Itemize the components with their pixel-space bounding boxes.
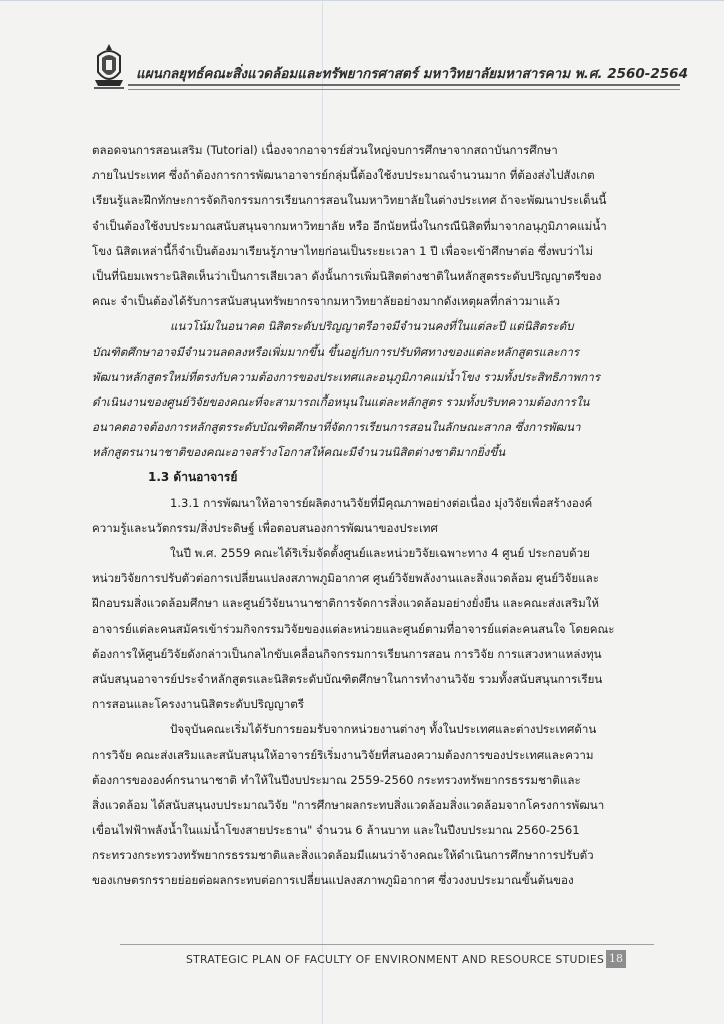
page-number: 18 [606, 950, 626, 968]
body-text-line: ต้องการให้ศูนย์วิจัยดังกล่าวเป็นกลไกขับเคลื่อนกิจกรรมการเรียนการสอน การวิจัย การแสวงหาแหล่งทุน [92, 646, 602, 661]
body-text-line: กระทรวงกระทรวงทรัพยากรธรรมชาติและสิ่งแวดล้อมมีแผนว่าจ้างคณะให้ดำเนินการศึกษาการปรับตัว [92, 848, 594, 863]
header-rule-thin [128, 89, 680, 90]
body-text-line: ภายในประเทศ ซึ่งถ้าต้องการการพัฒนาอาจารย์กลุ่มนี้ต้องใช้งบประมาณจำนวนมาก ที่ต้องส่งไปสังเกต [92, 168, 595, 183]
body-text-line: ปัจจุบันคณะเริ่มได้รับการยอมรับจากหน่วยงานต่างๆ ทั้งในประเทศและต่างประเทศด้าน [170, 722, 597, 737]
header-rule [128, 84, 680, 86]
university-seal-icon [90, 42, 128, 90]
body-text-line: ของเกษตรกรรายย่อยต่อผลกระทบต่อการเปลี่ยนแปลงสภาพภูมิอากาศ ซึ่งวงงบประมาณขั้นต้นของ [92, 873, 574, 888]
body-text-line: ฝึกอบรมสิ่งแวดล้อมศึกษา และศูนย์วิจัยนานาชาติการจัดการสิ่งแวดล้อมอย่างยั่งยืน และคณะส่งเสริมให้ [92, 596, 600, 611]
footer-text: STRATEGIC PLAN OF FACULTY OF ENVIRONMENT AND RESOURCE STUDIES [186, 953, 605, 966]
footer-rule [120, 944, 654, 945]
body-text-line: เขื่อนไฟฟ้าพลังน้ำในแม่น้ำโขงสายประธาน" จำนวน 6 ล้านบาท และในปีงบประมาณ 2560-2561 [92, 823, 580, 838]
body-text-line: บัณฑิตศึกษาอาจมีจำนวนลดลงหรือเพิ่มมากขึ้น ขึ้นอยู่กับการปรับทิศทางของแต่ละหลักสูตรและการ [92, 344, 580, 359]
body-text-line: ตลอดจนการสอนเสริม (Tutorial) เนื่องจากอาจารย์ส่วนใหญ่จบการศึกษาจากสถาบันการศึกษา [92, 143, 558, 157]
body-text-line: การสอนและโครงงานนิสิตระดับปริญญาตรี [92, 697, 304, 712]
body-text-line: สนับสนุนอาจารย์ประจำหลักสูตรและนิสิตระดับบัณฑิตศึกษาในการทำงานวิจัย รวมทั้งสนับสนุนการเรียน [92, 671, 603, 686]
body-text-line: การวิจัย คณะส่งเสริมและสนับสนุนให้อาจารย์ริเริ่มงานวิจัยที่สนองความต้องการของประเทศและความ [92, 747, 594, 762]
body-text-line: หลักสูตรนานาชาติของคณะอาจสร้างโอกาสให้คณะมีจำนวนนิสิตต่างชาติมากยิ่งขึ้น [92, 445, 506, 460]
body-text-line: โขง นิสิตเหล่านี้ก็จำเป็นต้องมาเรียนรู้ภาษาไทยก่อนเป็นระยะเวลา 1 ปี เพื่อจะเข้าศึกษาต่อ ซึ่งพบว่าไม่ [92, 243, 593, 258]
document-body [92, 138, 637, 894]
body-text-line: แนวโน้มในอนาคต นิสิตระดับปริญญาตรีอาจมีจำนวนคงที่ในแต่ละปี แต่นิสิตระดับ [170, 319, 574, 334]
body-text-line: พัฒนาหลักสูตรใหม่ที่ตรงกับความต้องการของประเทศและอนุภูมิภาคแม่น้ำโขง รวมทั้งประสิทธิภาพการ [92, 369, 600, 384]
body-text-line: อนาคตอาจต้องการหลักสูตรระดับบัณฑิตศึกษาที่จัดการเรียนการสอนในลักษณะสากล ซึ่งการพัฒนา [92, 420, 581, 435]
body-text-line: เรียนรู้และฝึกทักษะการจัดกิจกรรมการเรียนการสอนในมหาวิทยาลัยในต่างประเทศ ถ้าจะพัฒนาประเด็นนี้ [92, 193, 607, 208]
body-text-line: ดำเนินงานของศูนย์วิจัยของคณะที่จะสามารถเกื้อหนุนในแต่ละหลักสูตร รวมทั้งบริบทความต้องการใน [92, 394, 590, 409]
body-text-line: ต้องการขององค์กรนานาชาติ ทำให้ในปีงบประมาณ 2559-2560 กระทรวงทรัพยากรธรรมชาติและ [92, 772, 581, 787]
body-text-line: จำเป็นต้องใช้งบประมาณสนับสนุนจากมหาวิทยาลัย หรือ อีกนัยหนึ่งในกรณีนิสิตที่มาจากอนุภูมิภาคแม่น้ำ [92, 218, 607, 233]
body-text-line: หน่วยวิจัยการปรับตัวต่อการเปลี่ยนแปลงสภาพภูมิอากาศ ศูนย์วิจัยพลังงานและสิ่งแวดล้อม ศูนย์วิจัยและ [92, 571, 600, 586]
scan-edge-line [0, 0, 724, 1]
body-text-line: 1.3.1 การพัฒนาให้อาจารย์ผลิตงานวิจัยที่มีคุณภาพอย่างต่อเนื่อง มุ่งวิจัยเพื่อสร้างองค์ [170, 495, 593, 510]
body-text-line: อาจารย์แต่ละคนสมัครเข้าร่วมกิจกรรมวิจัยของแต่ละหน่วยและศูนย์ตามที่อาจารย์แต่ละคนสนใจ โดยคณะ [92, 621, 615, 636]
body-text-line: ในปี พ.ศ. 2559 คณะได้ริเริ่มจัดตั้งศูนย์และหน่วยวิจัยเฉพาะทาง 4 ศูนย์ ประกอบด้วย [170, 546, 590, 560]
header-title: แผนกลยุทธ์คณะสิ่งแวดล้อมและทรัพยากรศาสตร์ มหาวิทยาลัยมหาสารคาม พ.ศ. 2560-2564 [136, 66, 688, 82]
body-text-line: ความรู้และนวัตกรรม/สิ่งประดิษฐ์ เพื่อตอบสนองการพัฒนาของประเทศ [92, 520, 438, 535]
body-text-line: สิ่งแวดล้อม ได้สนับสนุนงบประมาณวิจัย "การศึกษาผลกระทบสิ่งแวดล้อมสิ่งแวดล้อมจากโครงการพัฒนา [92, 797, 605, 812]
body-text-line: เป็นที่นิยมเพราะนิสิตเห็นว่าเป็นการเสียเวลา ดังนั้นการเพิ่มนิสิตต่างชาติในหลักสูตรระดับปริญญาตรีของ [92, 268, 602, 283]
section-heading: 1.3 ด้านอาจารย์ [148, 470, 238, 485]
body-text-line: คณะ จำเป็นต้องได้รับการสนับสนุนทรัพยากรจากมหาวิทยาลัยอย่างมากดังเหตุผลที่กล่าวมาแล้ว [92, 294, 561, 309]
